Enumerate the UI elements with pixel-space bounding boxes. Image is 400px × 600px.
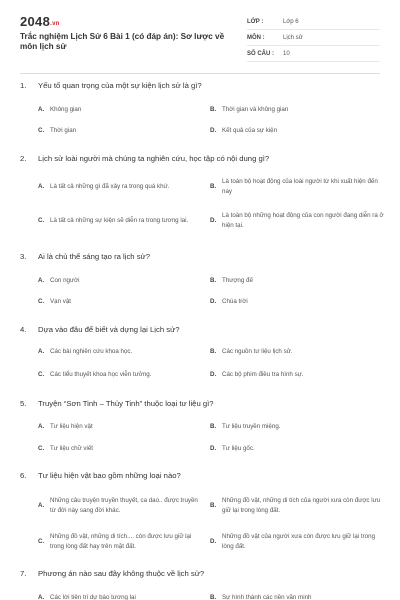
option-c[interactable]: [38, 529, 206, 555]
option-text: Vạn vật: [50, 298, 71, 305]
option-b[interactable]: [210, 347, 385, 357]
option-letter: A.: [38, 502, 45, 510]
option-text: Các bài nghiên cứu khoa học.: [50, 348, 133, 355]
option-text: Các nguồn tư liệu lịch sử.: [222, 348, 293, 355]
meta-row-class: [247, 14, 380, 30]
option-d[interactable]: [210, 444, 385, 454]
question-number: 3.: [20, 252, 27, 261]
header-divider: [20, 73, 380, 74]
option-letter: B.: [210, 183, 217, 191]
option-text: Là toàn bộ những hoạt động của con người đang diễn ra ở hiện tại.: [222, 212, 384, 229]
option-text: Tư liệu chữ viết: [50, 445, 94, 452]
option-text: Tư liệu gốc.: [222, 445, 255, 452]
question-1: [20, 81, 384, 134]
meta-row-count: [247, 46, 380, 62]
document-header: [0, 0, 400, 65]
option-letter: A.: [38, 423, 45, 430]
option-text: Các lời tiên tri dự báo tương lai: [50, 594, 136, 600]
question-number: 4.: [20, 325, 27, 334]
option-letter: D.: [210, 217, 217, 225]
question-text: Truyện “Sơn Tinh – Thủy Tinh” thuộc loại tư liệu gì?: [38, 399, 214, 408]
question-2: [20, 154, 384, 229]
meta-key: MÔN :: [247, 34, 265, 41]
meta-value: Lớp 6: [283, 18, 299, 25]
option-b[interactable]: [210, 174, 386, 200]
option-c[interactable]: [38, 126, 198, 136]
option-b[interactable]: [210, 493, 386, 519]
option-d[interactable]: [210, 370, 385, 380]
question-7: [20, 569, 384, 600]
option-c[interactable]: [38, 444, 198, 454]
option-a[interactable]: [38, 593, 200, 600]
option-letter: A.: [38, 348, 45, 355]
option-text: Là toàn bộ hoạt động của loài người từ khi xuất hiện đến nay: [222, 178, 378, 195]
option-text: Thời gian: [50, 127, 77, 134]
logo-domain: .vn: [50, 21, 60, 27]
document-meta: [247, 14, 380, 62]
option-text: Sự hình thành các nền văn minh: [222, 594, 312, 600]
option-letter: D.: [210, 127, 217, 134]
option-letter: D.: [210, 445, 217, 452]
option-letter: B.: [210, 277, 217, 284]
site-logo[interactable]: [20, 14, 60, 29]
option-letter: C.: [38, 298, 45, 305]
question-text: Phương án nào sau đây không thuộc về lịch sử?: [38, 569, 205, 578]
option-letter: B.: [210, 106, 217, 113]
option-d[interactable]: [210, 297, 385, 307]
option-a[interactable]: [38, 347, 198, 357]
option-a[interactable]: [38, 422, 198, 432]
option-text: Tư liệu hiện vật: [50, 423, 93, 430]
option-text: Thời gian và không gian: [222, 106, 289, 113]
question-number: 2.: [20, 154, 27, 163]
question-6: [20, 471, 384, 550]
option-letter: C.: [38, 445, 45, 452]
option-letter: D.: [210, 538, 217, 546]
option-text: Thượng đế: [222, 277, 253, 284]
option-b[interactable]: [210, 105, 385, 115]
option-d[interactable]: [210, 208, 386, 234]
option-text: Chúa trời: [222, 298, 248, 305]
option-c[interactable]: [38, 370, 198, 380]
option-letter: A.: [38, 106, 45, 113]
logo-text: 2048: [20, 14, 51, 29]
option-c[interactable]: [38, 297, 198, 307]
meta-value: 10: [283, 50, 290, 57]
option-text: Những câu truyện truyền thuyết, ca dao.. được truyền từ đời này sang đời khác.: [50, 497, 198, 514]
option-letter: C.: [38, 127, 45, 134]
option-c[interactable]: [38, 208, 198, 234]
option-a[interactable]: [38, 105, 198, 115]
question-text: Dựa vào đâu để biết và dựng lại Lịch sử?: [38, 325, 180, 334]
option-text: Các bộ phim điều tra hình sự.: [222, 371, 304, 378]
option-text: Là tất cả những gì đã xảy ra trong quá khứ.: [50, 183, 170, 191]
option-text: Tư liệu truyền miệng.: [222, 423, 281, 430]
question-number: 5.: [20, 399, 27, 408]
question-text: Yếu tố quan trọng của một sự kiện lịch sử là gì?: [38, 81, 202, 90]
meta-row-subject: [247, 30, 380, 46]
option-a[interactable]: [38, 276, 198, 286]
option-text: Các tiểu thuyết khoa học viễn tưởng.: [50, 371, 152, 378]
document-title: Trắc nghiệm Lịch Sử 6 Bài 1 (có đáp án): Sơ lược về môn lịch sử: [20, 32, 225, 52]
option-text: Kết quả của sự kiện: [222, 127, 278, 134]
option-letter: D.: [210, 298, 217, 305]
option-d[interactable]: [210, 529, 386, 555]
option-text: Là tất cả những sự kiện sẽ diễn ra trong tương lai.: [50, 217, 189, 225]
question-text: Tư liệu hiện vật bao gồm những loại nào?: [38, 471, 181, 480]
option-b[interactable]: [210, 593, 386, 600]
question-text: Lịch sử loài người mà chúng ta nghiên cứu, học tập có nội dung gì?: [38, 154, 270, 163]
option-letter: C.: [38, 538, 45, 546]
meta-key: LỚP :: [247, 18, 264, 25]
option-letter: C.: [38, 371, 45, 378]
option-letter: B.: [210, 348, 217, 355]
option-text: Không gian: [50, 106, 82, 113]
option-d[interactable]: [210, 126, 385, 136]
option-text: Những đồ vật, những di tích.... còn được lưu giữ lại trong lòng đất hay trên mặt đất.: [50, 533, 192, 550]
meta-value: Lịch sử: [283, 34, 303, 41]
meta-key: SỐ CÂU :: [247, 50, 274, 57]
option-text: Con người: [50, 277, 80, 284]
question-number: 1.: [20, 81, 27, 90]
option-text: Những đồ vật của người xưa còn được lưu giữ lại trong lòng đất.: [222, 533, 376, 550]
option-letter: B.: [210, 502, 217, 510]
option-letter: B.: [210, 594, 217, 600]
option-letter: A.: [38, 277, 45, 284]
option-text: Những đồ vật, những di tích của người xưa còn được lưu giữ lại trong lòng đất.: [222, 497, 381, 514]
question-5: [20, 399, 384, 452]
question-4: [20, 325, 384, 378]
option-letter: A.: [38, 594, 45, 600]
option-letter: D.: [210, 371, 217, 378]
question-number: 6.: [20, 471, 27, 480]
question-number: 7.: [20, 569, 27, 578]
question-3: [20, 252, 384, 305]
option-b[interactable]: [210, 276, 385, 286]
option-letter: B.: [210, 423, 217, 430]
option-a[interactable]: [38, 174, 206, 200]
option-letter: A.: [38, 183, 45, 191]
option-b[interactable]: [210, 422, 385, 432]
option-a[interactable]: [38, 493, 200, 519]
question-text: Ai là chủ thể sáng tạo ra lịch sử?: [38, 252, 150, 261]
option-letter: C.: [38, 217, 45, 225]
